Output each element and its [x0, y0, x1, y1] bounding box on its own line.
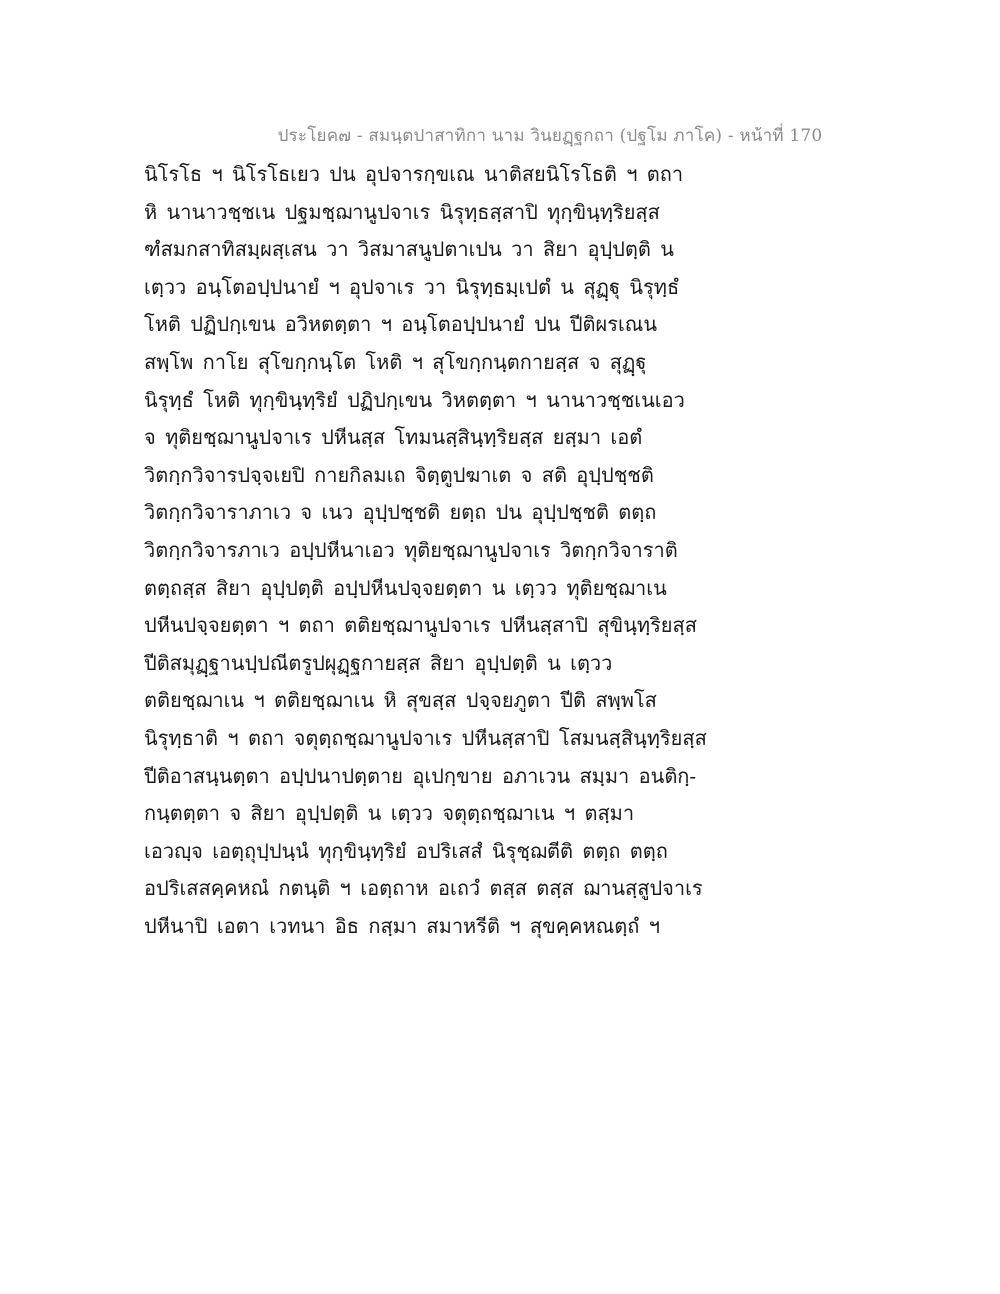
text-line: วิตกฺกวิจารปจฺจเยปิ กายกิลมเถ จิตฺตูปฆาเต จ สติ อุปฺปชฺชติ — [144, 462, 654, 487]
text-line: อปริเสสคฺคหณํ กตนฺติ ฯ เอตฺถาห อเถวํ ตสฺส ตสฺส ฌานสฺสูปจาเร — [144, 876, 703, 901]
text-line: นิโรโธ ฯ นิโรโธเยว ปน อุปจารกฺขเณ นาติสยนิโรโธติ ฯ ตถา — [144, 162, 684, 186]
text-line: นิรุทฺธาติ ฯ ตถา จตุตฺถชฺฌานูปจาเร ปหีนสฺสาปิ โสมนสฺสินฺทฺริยสฺส — [144, 725, 707, 750]
text-line: กนฺตตฺตา จ สิยา อุปฺปตฺติ น เตฺวว จตุตฺถชฺฌาเน ฯ ตสฺมา — [144, 801, 635, 826]
text-line: จ ทุติยชฺฌานูปจาเร ปหีนสฺส โทมนสฺสินฺทฺริยสฺส ยสฺมา เอตํ — [144, 425, 643, 450]
running-header — [0, 122, 1000, 149]
text-line: สพฺโพ กาโย สุโขกฺกนฺโต โหติ ฯ สุโขกฺกนฺตกายสฺส จ สุฏฺฐุ — [144, 349, 647, 374]
text-line: หิ นานาวชฺชเน ปฐมชฺฌานูปจาเร นิรุทฺธสฺสาปิ ทุกฺขินฺทฺริยสฺส — [144, 199, 660, 224]
text-line: วิตกฺกวิจารภาเว อปฺปหีนาเอว ทุติยชฺฌานูปจาเร วิตกฺกวิจาราติ — [144, 537, 678, 562]
text-line: ตตฺถสฺส สิยา อุปฺปตฺติ อปฺปหีนปจฺจยตฺตา น เตฺวว ทุติยชฺฌาเน — [144, 575, 667, 600]
text-line: ปหีนาปิ เอตา เวทนา อิธ กสฺมา สมาหรีติ ฯ สุขคฺคหณตฺถํ ฯ — [144, 913, 660, 938]
body-text — [144, 156, 707, 945]
text-line: ตติยชฺฌาเน ฯ ตติยชฺฌาเน หิ สุขสฺส ปจฺจยภูตา ปีติ สพฺพโส — [144, 688, 657, 713]
running-header-text: ประโยค๗ - สมนฺตปาสาทิกา นาม วินยฏฺฐกถา (ปฐโม ภาโค) - หน้าที่ 170 — [277, 126, 823, 146]
text-line: ปีติอาสนฺนตฺตา อปฺปนาปตฺตาย อุเปกฺขาย อภาเวน สมฺมา อนติกฺ- — [144, 763, 697, 788]
text-line: นิรุทฺธํ โหติ ทุกฺขินฺทฺริยํ ปฏิปกฺเขน วิหตตฺตา ฯ นานาวชฺชเนเอว — [144, 387, 685, 412]
text-line: วิตกฺกวิจาราภาเว จ เนว อุปฺปชฺชติ ยตฺถ ปน อุปฺปชฺชติ ตตฺถ — [144, 500, 657, 525]
text-line: ฑํสมกสาทิสมฺผสฺเสน วา วิสมาสนูปตาเปน วา สิยา อุปฺปตฺติ น — [144, 237, 674, 262]
text-line: เตฺวว อนฺโตอปฺปนายํ ฯ อุปจาเร วา นิรุทฺธมฺเปตํ น สุฏฺฐุ นิรุทฺธํ — [144, 274, 680, 299]
text-line: ปหีนปจฺจยตฺตา ฯ ตถา ตติยชฺฌานูปจาเร ปหีนสฺสาปิ สุขินฺทฺริยสฺส — [144, 613, 697, 638]
text-line: โหติ ปฏิปกฺเขน อวิหตตฺตา ฯ อนฺโตอปฺปนายํ ปน ปีติผรเณน — [144, 312, 658, 337]
text-line: เอวญฺจ เอตฺถุปฺปนฺนํ ทุกฺขินฺทฺริยํ อปริเสสํ นิรุชฺฌตีติ ตตฺถ ตตฺถ — [144, 838, 668, 863]
text-line: ปีติสมุฏฺฐานปฺปณีตรูปผุฏฺฐกายสฺส สิยา อุปฺปตฺติ น เตฺวว — [144, 650, 613, 675]
